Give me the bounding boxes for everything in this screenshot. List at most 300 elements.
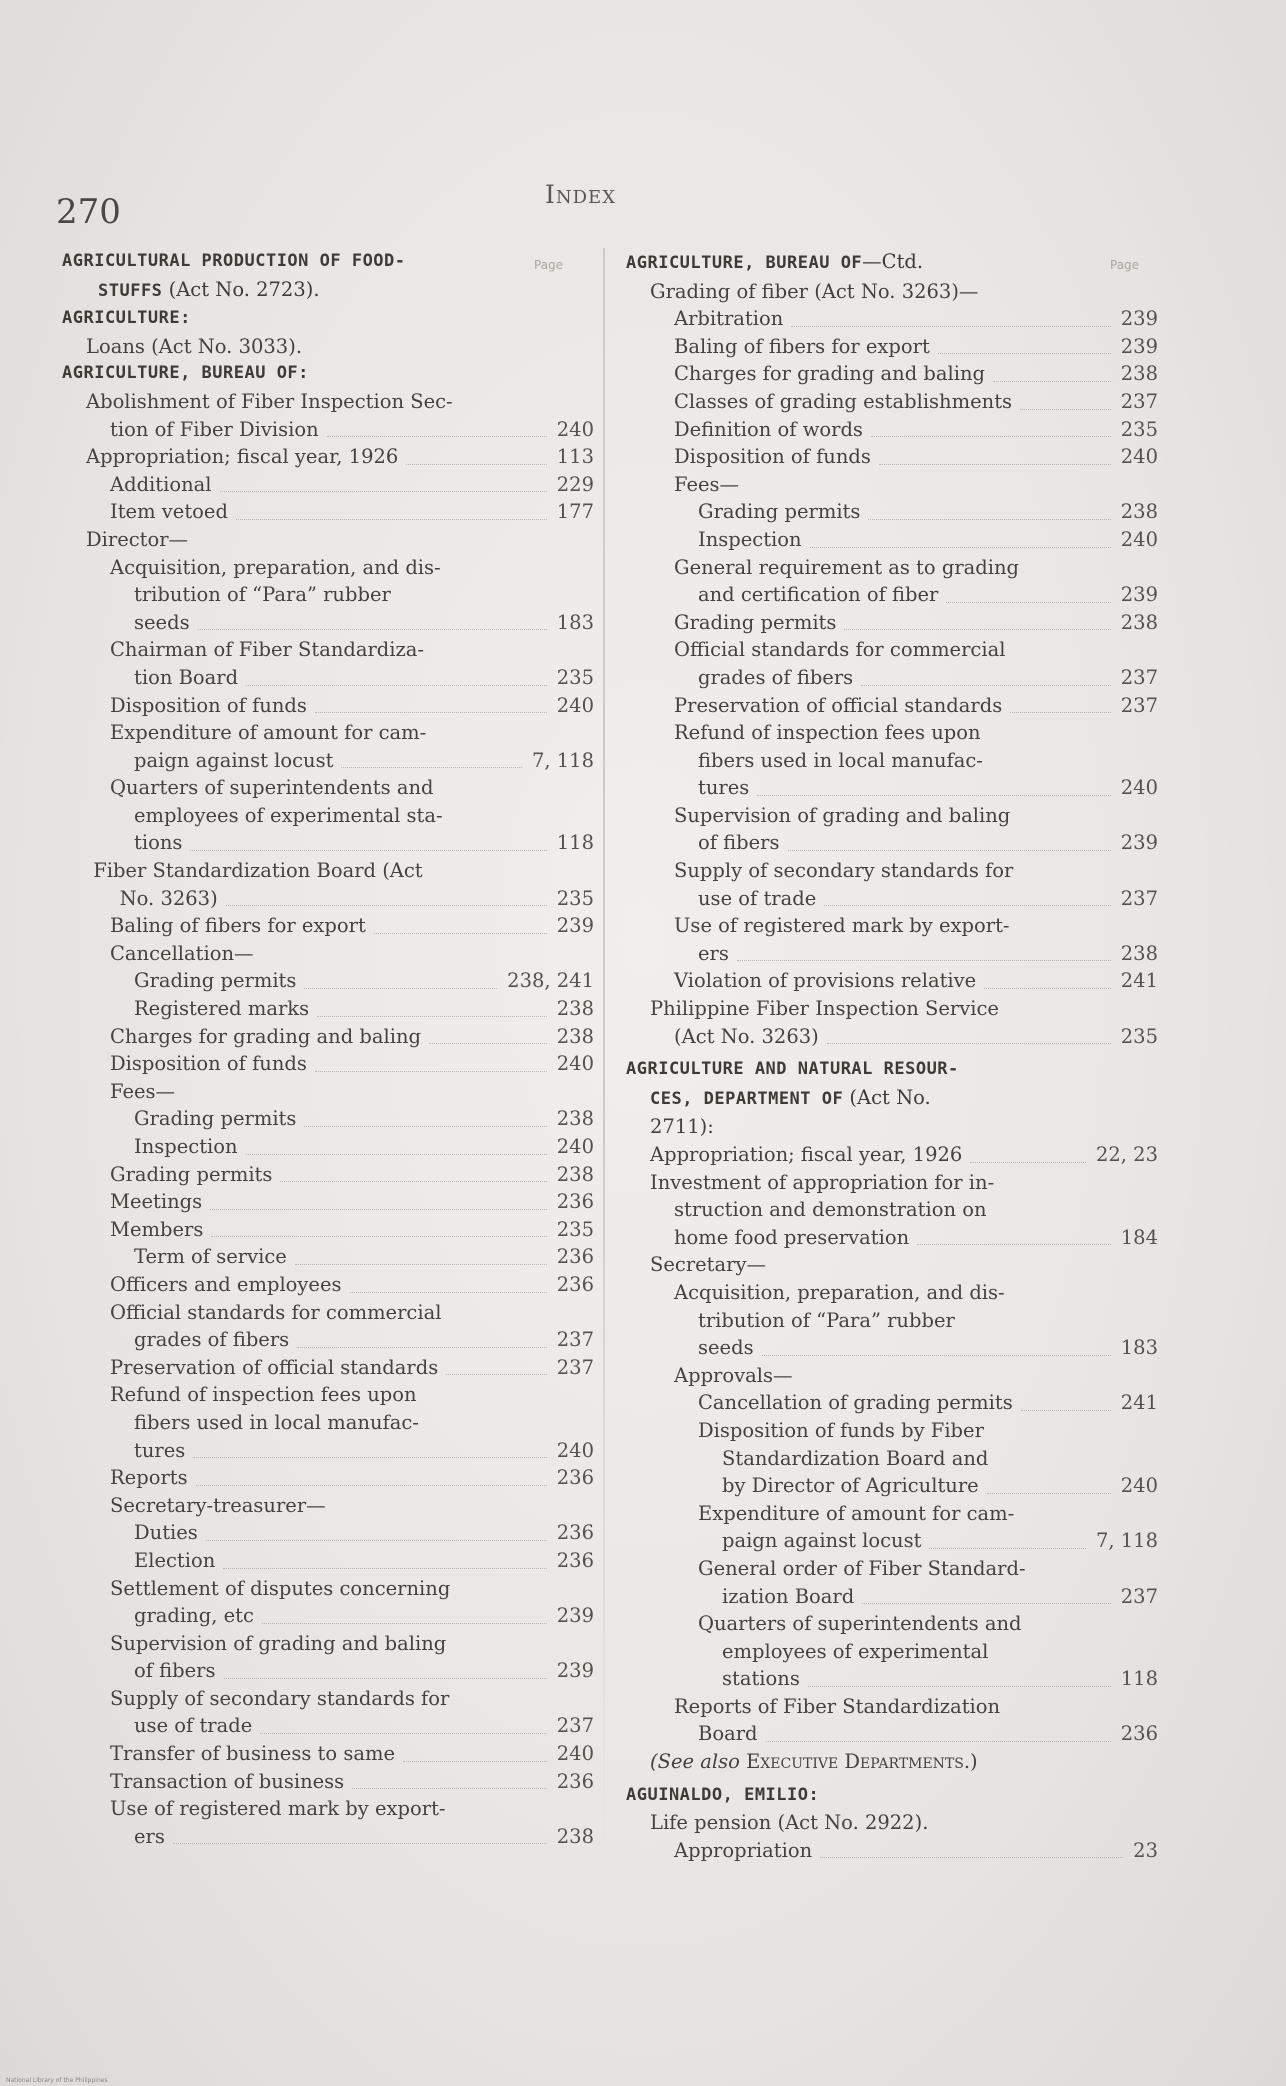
footer-credit: National Library of the Philippines [6, 2077, 108, 2084]
entry-text [62, 995, 594, 1023]
index-entry [626, 1307, 1158, 1335]
index-entry [626, 664, 1158, 692]
index-entry [626, 1141, 1158, 1169]
entry-term: grading, etc [134, 1604, 254, 1628]
index-entry [62, 581, 594, 609]
dot-leader [223, 1568, 547, 1569]
entry-text [626, 1583, 1158, 1611]
entry-term: Grading permits [134, 969, 297, 993]
entry-term: paign against locust [722, 1529, 922, 1553]
entry-term: fibers used in local manufac- [698, 748, 983, 772]
dot-leader [190, 850, 547, 851]
entry-text [62, 747, 594, 775]
entry-text [62, 1823, 594, 1851]
entry-text [62, 248, 594, 276]
index-entry [62, 1437, 594, 1465]
entry-text [62, 1547, 594, 1575]
entry-text [62, 1602, 594, 1630]
entry-text [626, 1693, 1158, 1721]
entry-text [626, 1196, 1158, 1224]
index-entry [62, 1409, 594, 1437]
entry-page-number: 240 [1120, 445, 1158, 469]
entry-term: Approvals— [674, 1363, 793, 1387]
index-entry [62, 1381, 594, 1409]
index-entry [626, 1583, 1158, 1611]
entry-text [626, 829, 1158, 857]
entry-page-number: 237 [1120, 1584, 1158, 1608]
entry-term: Settlement of disputes concerning [110, 1576, 451, 1600]
entry-term: ers [698, 941, 729, 965]
dot-leader [766, 1741, 1111, 1742]
entry-text [626, 912, 1158, 940]
index-entry [626, 278, 1158, 306]
dot-leader [196, 1485, 547, 1486]
entry-page-number: 236 [556, 1466, 594, 1490]
entry-text [626, 1251, 1158, 1279]
index-entry [62, 1188, 594, 1216]
entry-page-number: 239 [556, 914, 594, 938]
entry-text [626, 1224, 1158, 1252]
entry-term: Expenditure of amount for cam- [110, 721, 427, 745]
index-entry [626, 1527, 1158, 1555]
entry-term: home food preservation [674, 1225, 910, 1249]
entry-page-number: 7, 118 [1095, 1529, 1158, 1553]
entry-term: Classes of grading establishments [674, 389, 1013, 413]
index-entry [62, 1326, 594, 1354]
entry-page-number: 240 [556, 417, 594, 441]
entry-term: AGRICULTURE AND NATURAL RESOUR- [626, 1059, 959, 1080]
entry-page-number: 239 [556, 1659, 594, 1683]
dot-leader [820, 1857, 1123, 1858]
index-entry [62, 1464, 594, 1492]
entry-term: ization Board [722, 1584, 855, 1608]
entry-text [626, 885, 1158, 913]
dot-leader [304, 988, 497, 989]
index-entry [62, 719, 594, 747]
index-column-left [62, 248, 594, 1850]
dot-leader [1010, 712, 1111, 713]
entry-text [62, 581, 594, 609]
dot-leader [791, 326, 1111, 327]
index-entry [626, 1445, 1158, 1473]
index-entry [626, 747, 1158, 775]
running-head: Index [545, 180, 617, 209]
entry-term: Definition of words [674, 417, 863, 441]
index-entry [62, 1133, 594, 1161]
entry-term: Fees— [110, 1079, 176, 1103]
entry-text [626, 1665, 1158, 1693]
entry-page-number: 23 [1133, 1838, 1158, 1862]
index-heading [62, 360, 594, 388]
column-divider [603, 248, 605, 1868]
dot-leader [246, 685, 547, 686]
index-entry [62, 1023, 594, 1051]
entry-page-number: 237 [556, 1355, 594, 1379]
dot-leader [211, 1236, 547, 1237]
entry-text [62, 1326, 594, 1354]
entry-term: Reports of Fiber Standardization [674, 1694, 1001, 1718]
entry-text [626, 305, 1158, 333]
index-entry [62, 995, 594, 1023]
entry-page-number: 118 [1120, 1667, 1158, 1691]
entry-page-number: 238, 241 [507, 969, 594, 993]
entry-term: tures [134, 1438, 186, 1462]
entry-term: AGUINALDO, EMILIO: [626, 1784, 820, 1805]
index-entry [62, 1575, 594, 1603]
entry-term: Members [110, 1217, 204, 1241]
entry-term: Refund of inspection fees upon [674, 721, 981, 745]
index-entry [626, 1113, 1158, 1141]
dot-leader [868, 519, 1111, 520]
dot-leader [173, 1843, 547, 1844]
dot-leader [862, 1603, 1111, 1604]
dot-leader [808, 1686, 1111, 1687]
entry-text [626, 1809, 1158, 1837]
entry-text [626, 995, 1158, 1023]
entry-text [626, 636, 1158, 664]
entry-term: Meetings [110, 1190, 203, 1214]
entry-term: Preservation of official standards [110, 1355, 439, 1379]
index-entry [626, 498, 1158, 526]
entry-page-number: 235 [1120, 417, 1158, 441]
entry-text [626, 360, 1158, 388]
dot-leader [262, 1623, 547, 1624]
entry-text [62, 912, 594, 940]
entry-page-number: 236 [556, 1769, 594, 1793]
entry-text [62, 1050, 594, 1078]
entry-text [62, 1078, 594, 1106]
index-entry [626, 1693, 1158, 1721]
dot-leader [429, 1043, 547, 1044]
index-entry [626, 554, 1158, 582]
index-entry [626, 1720, 1158, 1748]
index-heading [626, 1084, 1158, 1114]
index-entry [62, 1547, 594, 1575]
entry-text [62, 416, 594, 444]
index-entry [626, 857, 1158, 885]
entry-text [62, 857, 594, 885]
entry-term: Acquisition, preparation, and dis- [674, 1280, 1005, 1304]
entry-term: Secretary— [650, 1253, 766, 1277]
dot-leader [304, 1126, 547, 1127]
dot-leader [198, 629, 547, 630]
entry-term: Inspection [134, 1135, 238, 1158]
entry-page-number: 238 [556, 1824, 594, 1848]
entry-term: Violation of provisions relative [674, 969, 977, 993]
entry-text [626, 802, 1158, 830]
index-entry [62, 1602, 594, 1630]
dot-leader [260, 1733, 547, 1734]
entry-text [626, 967, 1158, 995]
entry-term: tribution of “Para” rubber [698, 1308, 955, 1332]
entry-page-number: 236 [556, 1548, 594, 1572]
entry-text [626, 1362, 1158, 1390]
entry-term: Term of service [134, 1245, 287, 1269]
index-heading [62, 305, 594, 333]
entry-text [62, 802, 594, 830]
entry-term: Election [134, 1548, 216, 1572]
entry-text [62, 1768, 594, 1796]
index-entry [626, 1500, 1158, 1528]
index-entry [62, 1299, 594, 1327]
entry-page-number: 235 [1120, 1024, 1158, 1048]
index-entry [62, 1271, 594, 1299]
entry-term: Reports [110, 1466, 188, 1490]
index-entry [62, 609, 594, 637]
dot-leader [827, 1043, 1111, 1044]
entry-term: Appropriation; fiscal year, 1926 [86, 445, 399, 469]
entry-term: struction and demonstration on [674, 1198, 987, 1222]
entry-term: General requirement as to grading [674, 555, 1020, 579]
index-entry [626, 1555, 1158, 1583]
entry-term: Disposition of funds [674, 445, 871, 469]
index-entry [62, 1685, 594, 1713]
index-entry [62, 636, 594, 664]
entry-term: Fees— [674, 472, 740, 496]
index-entry [626, 636, 1158, 664]
entry-page-number: 239 [1120, 831, 1158, 855]
entry-term: Use of registered mark by export- [674, 914, 1010, 938]
entry-text [62, 1243, 594, 1271]
index-entry [626, 1023, 1158, 1051]
entry-term: Acquisition, preparation, and dis- [110, 555, 441, 579]
entry-text [626, 1837, 1158, 1865]
dot-leader [327, 436, 547, 437]
entry-text [62, 664, 594, 692]
page-number: 270 [56, 192, 121, 232]
entry-term: use of trade [134, 1714, 253, 1738]
dot-leader [350, 1292, 547, 1293]
entry-page-number: 240 [556, 1052, 594, 1076]
entry-text [62, 1685, 594, 1713]
dot-leader [226, 905, 547, 906]
entry-page-number: 240 [556, 1135, 594, 1158]
entry-text [62, 1133, 594, 1161]
entry-page-number: 184 [1120, 1225, 1158, 1249]
index-entry [626, 1196, 1158, 1224]
entry-text [626, 554, 1158, 582]
entry-text [626, 1610, 1158, 1638]
entry-text [62, 1023, 594, 1051]
entry-text [626, 857, 1158, 885]
index-column-right [626, 248, 1158, 1864]
entry-page-number: 7, 118 [531, 748, 594, 772]
entry-term: 2711): [650, 1115, 714, 1139]
index-entry [626, 443, 1158, 471]
dot-leader [206, 1540, 547, 1541]
entry-text [626, 1307, 1158, 1335]
dot-leader [317, 1016, 547, 1017]
entry-text [62, 1519, 594, 1547]
entry-text [626, 1113, 1158, 1141]
entry-text [626, 1748, 1158, 1776]
index-heading [626, 1782, 1158, 1810]
entry-text [62, 885, 594, 913]
entry-text [626, 609, 1158, 637]
dot-leader [406, 464, 547, 465]
entry-text [626, 1445, 1158, 1473]
index-entry [626, 1472, 1158, 1500]
index-entry [62, 885, 594, 913]
index-entry [62, 1216, 594, 1244]
page-column-label-left: Page [534, 258, 564, 272]
entry-text [62, 1409, 594, 1437]
entry-text [62, 1630, 594, 1658]
index-entry [626, 1610, 1158, 1638]
entry-term: Grading permits [110, 1162, 273, 1186]
index-entry [626, 1224, 1158, 1252]
dot-leader [879, 464, 1111, 465]
entry-term: (See also [650, 1750, 747, 1774]
index-entry [626, 388, 1158, 416]
entry-term: Disposition of funds [110, 1052, 307, 1076]
entry-term: Officers and employees [110, 1272, 342, 1296]
entry-text [62, 1795, 594, 1823]
entry-page-number: 237 [556, 1714, 594, 1738]
entry-text [62, 360, 594, 388]
entry-text [62, 305, 594, 333]
dot-leader [374, 933, 547, 934]
entry-term: Loans (Act No. 3033). [86, 334, 303, 358]
index-entry [62, 1768, 594, 1796]
dot-leader [446, 1374, 547, 1375]
entry-page-number: 237 [1120, 886, 1158, 910]
entry-text [62, 1271, 594, 1299]
entry-term: Grading permits [134, 1107, 297, 1131]
entry-term: AGRICULTURE, BUREAU OF [626, 253, 863, 273]
entry-term: Preservation of official standards [674, 693, 1003, 717]
dot-leader [280, 1181, 547, 1182]
dot-leader [297, 1347, 547, 1348]
dot-leader [341, 767, 522, 768]
entry-term: tribution of “Para” rubber [134, 583, 391, 607]
entry-term: of fibers [134, 1659, 216, 1683]
entry-text [626, 940, 1158, 968]
entry-page-number: 238 [556, 1107, 594, 1131]
entry-text [62, 609, 594, 637]
entry-term: seeds [134, 610, 190, 634]
entry-page-number: 237 [1120, 665, 1158, 689]
dot-leader [929, 1548, 1086, 1549]
entry-text [62, 1464, 594, 1492]
entry-term: Disposition of funds [110, 693, 307, 717]
entry-text [626, 774, 1158, 802]
entry-page-number: 235 [556, 1217, 594, 1241]
entry-term: Fiber Standardization Board (Act [93, 859, 423, 883]
entry-term: use of trade [698, 886, 817, 910]
entry-term: tion Board [134, 665, 239, 689]
index-entry [62, 333, 594, 361]
entry-term: Transfer of business to same [110, 1742, 395, 1766]
index-entry [626, 1665, 1158, 1693]
entry-term: grades of fibers [698, 665, 854, 689]
entry-term: Cancellation— [110, 941, 254, 965]
index-entry [626, 333, 1158, 361]
entry-page-number: 239 [1120, 583, 1158, 607]
entry-text [626, 471, 1158, 499]
entry-term: Item vetoed [110, 500, 228, 524]
index-entry [626, 360, 1158, 388]
index-entry [626, 940, 1158, 968]
entry-page-number: 240 [556, 1742, 594, 1766]
entry-text [626, 719, 1158, 747]
entry-text [62, 276, 594, 306]
entry-term: paign against locust [134, 748, 334, 772]
dot-leader [970, 1162, 1086, 1163]
index-entry [626, 471, 1158, 499]
dot-leader [788, 850, 1111, 851]
entry-term: tion of Fiber Division [110, 417, 319, 441]
entry-text [62, 1299, 594, 1327]
dot-leader [762, 1355, 1111, 1356]
entry-text [626, 1084, 1158, 1114]
index-entry [62, 1519, 594, 1547]
index-entry [626, 1334, 1158, 1362]
index-entry [626, 912, 1158, 940]
entry-text [62, 636, 594, 664]
entry-text [626, 692, 1158, 720]
dot-leader [210, 1209, 547, 1210]
index-entry [626, 1251, 1158, 1279]
index-entry [62, 1050, 594, 1078]
entry-page-number: 238 [1120, 610, 1158, 634]
entry-page-number: 238 [1120, 362, 1158, 386]
entry-term: stations [722, 1667, 800, 1691]
index-entry [62, 1492, 594, 1520]
entry-term: ers [134, 1824, 165, 1848]
index-entry [62, 554, 594, 582]
index-entry [626, 1389, 1158, 1417]
entry-term: General order of Fiber Standard- [698, 1556, 1026, 1580]
index-entry [626, 829, 1158, 857]
entry-page-number: 236 [1120, 1722, 1158, 1746]
entry-term: (Act No. 3263) [674, 1024, 819, 1048]
entry-text [62, 498, 594, 526]
entry-term: employees of experimental sta- [134, 803, 443, 827]
entry-text [626, 278, 1158, 306]
dot-leader [993, 381, 1111, 382]
dot-leader [193, 1457, 547, 1458]
index-entry [62, 1823, 594, 1851]
entry-term: grades of fibers [134, 1328, 290, 1352]
entry-text [62, 1161, 594, 1189]
entry-text [626, 1023, 1158, 1051]
entry-term: Grading permits [674, 610, 837, 634]
dot-leader [810, 547, 1111, 548]
entry-text [62, 388, 594, 416]
entry-term: AGRICULTURE: [62, 308, 191, 329]
entry-term: Life pension (Act No. 2922). [650, 1811, 929, 1835]
entry-page-number: 236 [556, 1272, 594, 1296]
entry-term: STUFFS [98, 280, 163, 301]
entry-page-number: 240 [1120, 776, 1158, 800]
entry-term: No. 3263) [119, 886, 218, 910]
entry-text [62, 526, 594, 554]
entry-text [626, 664, 1158, 692]
entry-text [62, 1216, 594, 1244]
index-entry [62, 940, 594, 968]
entry-term: Use of registered mark by export- [110, 1797, 446, 1821]
index-entry [626, 802, 1158, 830]
entry-text [626, 1334, 1158, 1362]
entry-text [62, 719, 594, 747]
entry-term: Director— [86, 527, 189, 551]
entry-term: by Director of Agriculture [722, 1474, 979, 1498]
index-entry [626, 305, 1158, 333]
entry-term: Refund of inspection fees upon [110, 1383, 417, 1407]
entry-term: Additional [110, 472, 212, 496]
entry-term: Appropriation [674, 1838, 813, 1862]
